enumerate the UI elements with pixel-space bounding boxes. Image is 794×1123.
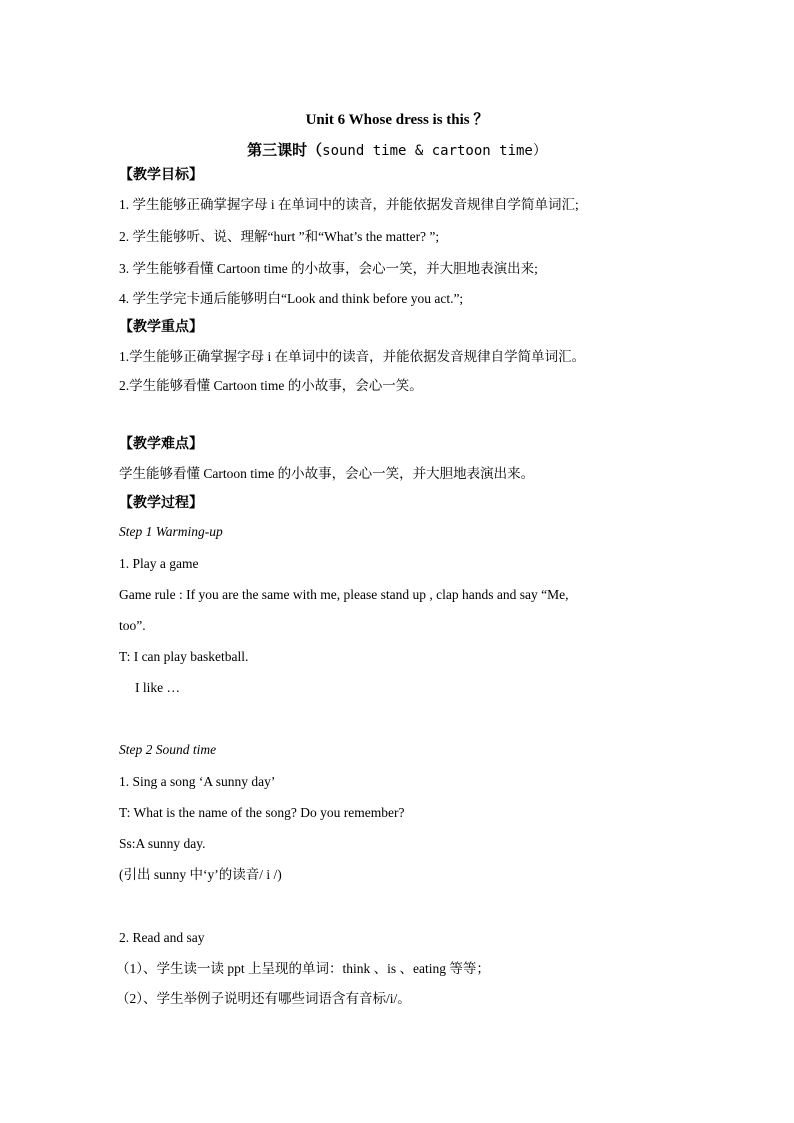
- teacher-line: I like …: [135, 680, 180, 695]
- key-points-heading: 【教学重点】: [119, 319, 203, 335]
- lesson-subtitle-cn: 第三课时（: [247, 141, 323, 159]
- document-title: Unit 6 Whose dress is this ？: [305, 112, 489, 128]
- step2-item: 2. Read and say: [119, 930, 205, 945]
- key-point-item: 1.学生能够正确掌握字母 i 在单词中的读音，并能依据发音规律自学简单词汇。: [119, 349, 586, 364]
- teacher-line: T: What is the name of the song? Do you remember?: [119, 805, 405, 820]
- sub-item: （2）、学生举例子说明还有哪些词语含有音标/i/。: [116, 991, 411, 1006]
- process-heading: 【教学过程】: [119, 495, 203, 511]
- key-point-item: 2.学生能够看懂 Cartoon time 的小故事，会心一笑。: [119, 378, 423, 393]
- objective-item: 2. 学生能够听、说、理解“hurt ”和“What’s the matter? ”;: [119, 229, 440, 244]
- game-rule-line: too”.: [119, 618, 146, 633]
- objective-item: 3. 学生能够看懂 Cartoon time 的小故事，会心一笑，并大胆地表演出来;: [119, 261, 538, 276]
- difficulties-heading: 【教学难点】: [119, 436, 203, 452]
- objective-item: 4. 学生学完卡通后能够明白“Look and think before you act.”;: [119, 291, 464, 306]
- difficulties-text: 学生能够看懂 Cartoon time 的小故事，会心一笑，并大胆地表演出来。: [119, 466, 535, 481]
- step1-item: 1. Play a game: [119, 556, 199, 571]
- step2-title: Step 2 Sound time: [119, 742, 217, 757]
- step2-item: 1. Sing a song ‘A sunny day’: [119, 774, 276, 789]
- game-rule-line: Game rule : If you are the same with me, please stand up , clap hands and say “Me,: [119, 587, 569, 602]
- objectives-heading: 【教学目标】: [119, 167, 203, 183]
- students-line: Ss:A sunny day.: [119, 836, 206, 851]
- objective-item: 1. 学生能够正确掌握字母 i 在单词中的读音，并能依据发音规律自学简单词汇;: [119, 197, 579, 212]
- lesson-subtitle: [0, 139, 794, 160]
- sub-item: （1）、学生读一读 ppt 上呈现的单词：think 、is 、eating 等等；: [116, 961, 490, 976]
- lesson-subtitle-en: sound time & cartoon time）: [322, 143, 547, 159]
- step1-title: Step 1 Warming-up: [119, 524, 223, 539]
- teacher-line: T: I can play basketball.: [119, 649, 249, 664]
- note-line: (引出 sunny 中‘y’的读音/ i /): [119, 867, 282, 882]
